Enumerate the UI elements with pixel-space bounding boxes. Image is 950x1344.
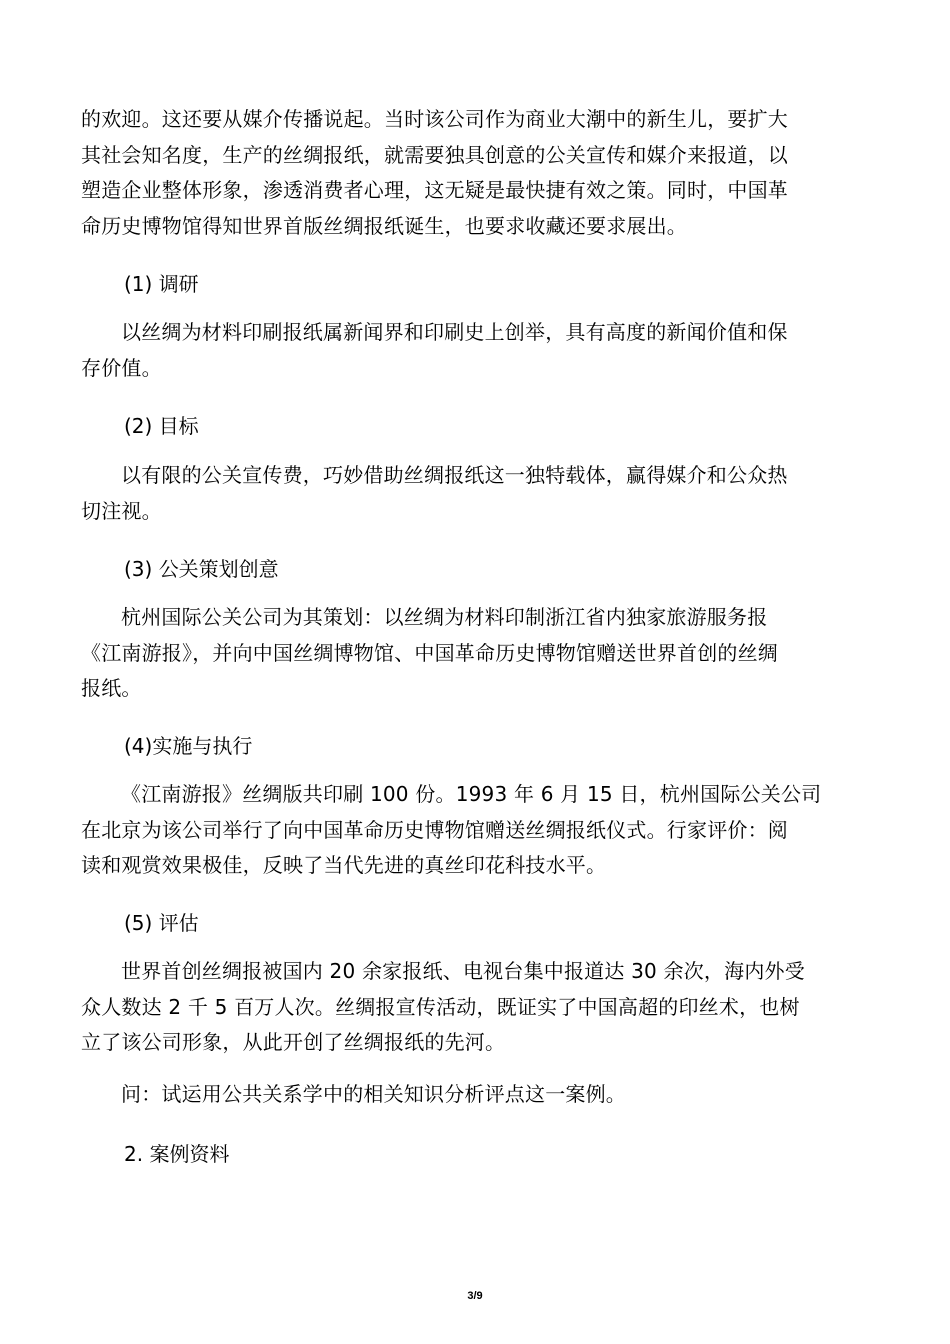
- research-paragraph: [81, 315, 871, 386]
- intro-paragraph: [81, 102, 871, 244]
- evaluation-paragraph: [81, 954, 871, 1061]
- section-heading-case-materials: 2. 案例资料: [124, 1142, 230, 1166]
- paragraph-line: 的欢迎。这还要从媒介传播说起。当时该公司作为商业大潮中的新生儿，要扩大: [81, 107, 788, 131]
- question-paragraph: [81, 1077, 871, 1113]
- paragraph-line: 其社会知名度，生产的丝绸报纸，就需要独具创意的公关宣传和媒介来报道，以: [81, 142, 788, 167]
- page-number: 3/9: [467, 1290, 483, 1302]
- section-heading-evaluation: (5) 评估: [124, 911, 199, 935]
- section-heading-execution: (4)实施与执行: [124, 734, 253, 758]
- section-heading-research: (1) 调研: [124, 272, 199, 296]
- execution-paragraph: [81, 777, 871, 884]
- creative-paragraph: [81, 600, 871, 707]
- paragraph-line: 存价值。: [81, 355, 162, 380]
- paragraph-line: 以丝绸为材料印刷报纸属新闻界和印刷史上创举，具有高度的新闻价值和保: [121, 320, 788, 344]
- paragraph-line: 塑造企业整体形象，渗透消费者心理，这无疑是最快捷有效之策。同时，中国革: [81, 178, 788, 202]
- section-heading-goal: (2) 目标: [124, 414, 199, 438]
- paragraph-line: 世界首创丝绸报被国内 20 余家报纸、电视台集中报道达 30 余次，海内外受: [121, 959, 805, 983]
- paragraph-line: 报纸。: [81, 676, 142, 700]
- paragraph-line: 《江南游报》，并向中国丝绸博物馆、中国革命历史博物馆赠送世界首创的丝绸: [81, 640, 778, 665]
- paragraph-line: 命历史博物馆得知世界首版丝绸报纸诞生，也要求收藏还要求展出。: [81, 213, 687, 238]
- paragraph-line: 在北京为该公司举行了向中国革命历史博物馆赠送丝绸报纸仪式。行家评价：阅: [81, 817, 788, 842]
- paragraph-line: 读和观赏效果极佳，反映了当代先进的真丝印花科技水平。: [81, 853, 607, 877]
- paragraph-line: 以有限的公关宣传费，巧妙借助丝绸报纸这一独特载体，赢得媒介和公众热: [121, 463, 788, 487]
- paragraph-line: 众人数达 2 千 5 百万人次。丝绸报宣传活动，既证实了中国高超的印丝术，也树: [81, 994, 800, 1019]
- paragraph-line: 《江南游报》丝绸版共印刷 100 份。1993 年 6 月 15 日，杭州国际公关公司: [121, 782, 822, 806]
- paragraph-line: 杭州国际公关公司为其策划：以丝绸为材料印制浙江省内独家旅游服务报: [121, 605, 768, 629]
- section-heading-creative: (3) 公关策划创意: [124, 557, 279, 581]
- goal-paragraph: [81, 458, 871, 529]
- paragraph-line: 立了该公司形象，从此开创了丝绸报纸的先河。: [81, 1030, 506, 1054]
- paragraph-line: 问：试运用公共关系学中的相关知识分析评点这一案例。: [121, 1082, 626, 1106]
- paragraph-line: 切注视。: [81, 498, 162, 523]
